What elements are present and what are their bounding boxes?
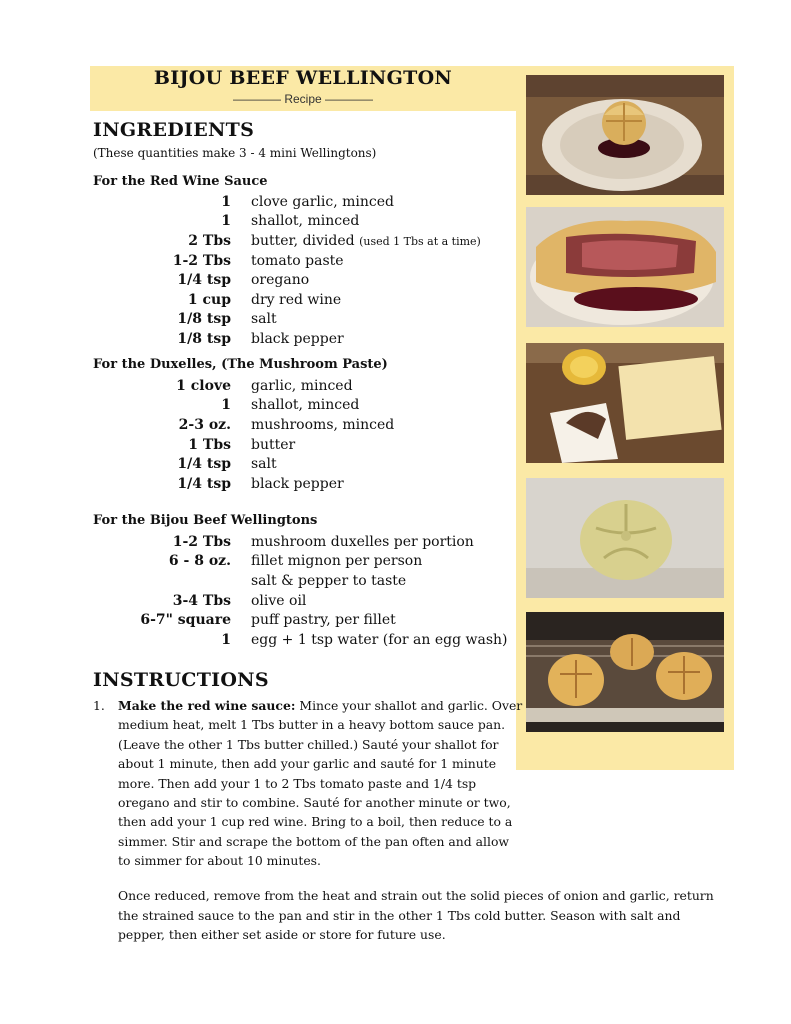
ingredient-name-text: shallot, minced <box>251 397 360 414</box>
ingredient-name <box>251 194 533 210</box>
section-title-wellingtons: For the Bijou Beef Wellingtons <box>93 513 318 528</box>
wrapped-pastry-photo <box>526 478 724 598</box>
ingredient-name <box>251 456 533 472</box>
ingredient-name-text: salt <box>251 311 277 328</box>
ingredients-note: (These quantities make 3 - 4 mini Wellingtons) <box>93 146 377 160</box>
ingredient-name <box>251 292 533 308</box>
ingredient-name-text: mushroom duxelles per portion <box>251 533 474 550</box>
ingredient-name-text: salt <box>251 456 277 473</box>
ingredient-row <box>93 552 533 572</box>
ingredient-quantity: 1 <box>221 397 231 414</box>
ingredient-name-text: olive oil <box>251 592 307 609</box>
ingredient-name-text: garlic, minced <box>251 377 353 394</box>
ingredient-name-text: dry red wine <box>251 291 342 308</box>
ingredient-name-text: black pepper <box>251 330 344 347</box>
ingredient-name <box>251 378 533 394</box>
ingredient-row <box>93 435 533 455</box>
ingredient-row <box>93 212 533 232</box>
ingredient-quantity: 3-4 Tbs <box>172 592 231 609</box>
ingredient-row <box>93 610 533 630</box>
ingredient-name <box>251 417 533 433</box>
ingredient-row <box>93 571 533 591</box>
ingredient-name-text: butter, divided <box>251 232 355 249</box>
ingredient-name-text: black pepper <box>251 475 344 492</box>
ingredient-name-text: oregano <box>251 272 310 289</box>
ingredient-name-text: tomato paste <box>251 252 344 269</box>
ingredient-row <box>93 630 533 650</box>
ingredient-row <box>93 396 533 416</box>
sliced-wellington-photo <box>526 207 724 327</box>
ingredients-heading: INGREDIENTS <box>93 119 255 141</box>
ingredient-quantity: 1/8 tsp <box>177 330 231 347</box>
ingredient-name <box>251 593 533 609</box>
ingredient-name-text: egg + 1 tsp water (for an egg wash) <box>251 631 508 648</box>
plated-wellington-photo <box>526 75 724 195</box>
ingredient-name <box>251 331 533 347</box>
ingredient-name-text: puff pastry, per fillet <box>251 612 396 629</box>
ingredient-name <box>251 573 533 589</box>
ingredient-quantity: 1/4 tsp <box>177 475 231 492</box>
ingredient-quantity: 1-2 Tbs <box>172 252 231 269</box>
step-number: 1. <box>93 698 105 713</box>
ingredient-row <box>93 310 533 330</box>
ingredient-name-text: mushrooms, minced <box>251 416 395 433</box>
ingredient-row <box>93 329 533 349</box>
ingredient-name-text: salt & pepper to taste <box>251 572 407 589</box>
ingredient-quantity: 2-3 oz. <box>178 416 231 433</box>
ingredient-list-duxelles <box>93 376 533 494</box>
ingredient-row <box>93 270 533 290</box>
ingredient-name <box>251 476 533 492</box>
step-text <box>118 696 523 871</box>
ingredient-row <box>93 591 533 611</box>
ingredient-name <box>251 632 533 648</box>
instruction-step <box>93 696 523 871</box>
ingredient-quantity: 6-7" square <box>140 612 231 629</box>
ingredient-quantity: 1 cup <box>187 291 231 308</box>
page-subtitle: ———— Recipe ———— <box>232 92 374 106</box>
ingredient-quantity: 6 - 8 oz. <box>168 553 231 570</box>
ingredient-quantity: 1 clove <box>176 377 231 394</box>
ingredient-name <box>251 233 533 249</box>
instruction-paragraph: Once reduced, remove from the heat and strain out the solid pieces of onion and garlic, return the strained sauce to the pan and stir in the other 1 Tbs cold butter. Season with salt and pepper, then either set aside or store for future use. <box>118 888 714 943</box>
step-lead: Make the red wine sauce: <box>118 698 296 713</box>
ingredient-name <box>251 612 533 628</box>
page-title: BIJOU BEEF WELLINGTON <box>153 67 453 89</box>
ingredient-name <box>251 437 533 453</box>
ingredient-name-text: butter <box>251 436 296 453</box>
ingredient-list-wellingtons <box>93 532 533 650</box>
ingredient-name <box>251 311 533 327</box>
pastry-prep-photo <box>526 343 724 463</box>
ingredient-name-text: shallot, minced <box>251 213 360 230</box>
ingredient-row <box>93 376 533 396</box>
step-body: Mince your shallot and garlic. Over medium heat, melt 1 Tbs butter in a heavy bottom sauce pan. (Leave the other 1 Tbs butter chilled.) Sauté your shallot for about 1 minute, then add your garlic and sauté for 1 minute more. Then add your 1 to 2 Tbs tomato paste and 1/4 tsp oregano and stir to combine. Sauté for another minute or two, then add your 1 cup red wine. Bring to a boil, then reduce to a simmer. Stir and scrape the bottom of the pan often and allow to simmer for about 10 minutes. <box>118 698 523 869</box>
ingredient-row <box>93 290 533 310</box>
ingredient-name <box>251 397 533 413</box>
instructions-list <box>93 696 523 871</box>
ingredient-quantity: 1 Tbs <box>188 436 231 453</box>
ingredient-row <box>93 251 533 271</box>
ingredient-quantity: 2 Tbs <box>188 232 231 249</box>
ingredient-quantity: 1 <box>221 193 231 210</box>
ingredient-row <box>93 231 533 251</box>
ingredient-quantity: 1 <box>221 631 231 648</box>
ingredient-name <box>251 553 533 569</box>
ingredient-list-red-wine-sauce <box>93 192 533 349</box>
ingredient-row <box>93 454 533 474</box>
ingredient-name <box>251 534 533 550</box>
ingredient-quantity: 1/8 tsp <box>177 311 231 328</box>
ingredient-quantity: 1-2 Tbs <box>172 533 231 550</box>
ingredient-row <box>93 532 533 552</box>
section-title-red-wine-sauce: For the Red Wine Sauce <box>93 174 268 189</box>
ingredient-name <box>251 272 533 288</box>
ingredient-name <box>251 253 533 269</box>
ingredient-note: (used 1 Tbs at a time) <box>359 234 481 248</box>
instructions-heading: INSTRUCTIONS <box>93 669 269 691</box>
ingredient-row <box>93 192 533 212</box>
ingredient-row <box>93 474 533 494</box>
ingredient-quantity: 1/4 tsp <box>177 272 231 289</box>
ingredient-quantity: 1/4 tsp <box>177 456 231 473</box>
section-title-duxelles: For the Duxelles, (The Mushroom Paste) <box>93 357 388 372</box>
ingredient-name-text: fillet mignon per person <box>251 553 423 570</box>
ingredient-row <box>93 415 533 435</box>
oven-baking-photo <box>526 612 724 732</box>
ingredient-name-text: clove garlic, minced <box>251 193 394 210</box>
ingredient-name <box>251 213 533 229</box>
ingredient-quantity: 1 <box>221 213 231 230</box>
